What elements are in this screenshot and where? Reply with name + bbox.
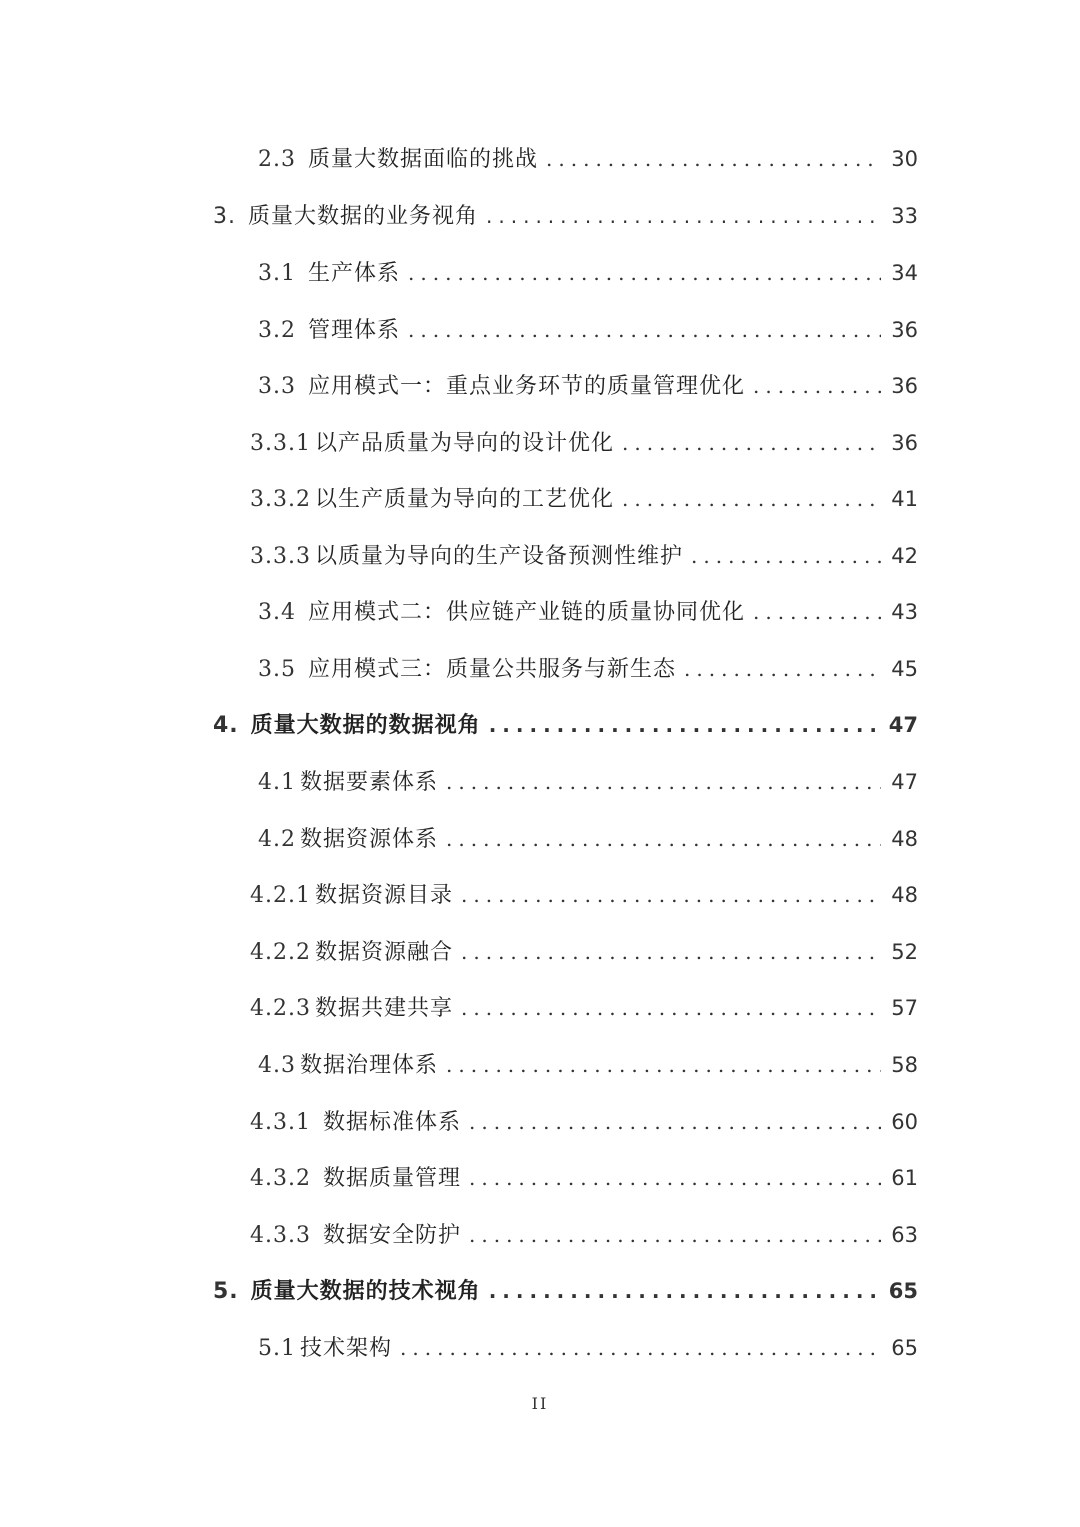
- toc-leader-dots: [546, 139, 881, 179]
- toc-entry-title: 质量大数据的数据视角: [250, 713, 481, 738]
- toc-entry-title: 应用模式三：质量公共服务与新生态: [308, 657, 677, 682]
- toc-entry-title: 质量大数据的技术视角: [250, 1279, 481, 1304]
- toc-entry[interactable]: [258, 1328, 918, 1368]
- toc-entry-number: 3.1: [258, 261, 296, 286]
- toc-leader-dots: [486, 196, 881, 236]
- toc-entry-title: 数据质量管理: [322, 1166, 461, 1191]
- toc-entry-number: 5.1: [258, 1336, 296, 1361]
- toc-entry-page: 34: [891, 261, 918, 285]
- toc-entry[interactable]: [258, 253, 918, 293]
- toc-entry-number: 4.3: [258, 1053, 296, 1078]
- toc-entry-page: 52: [891, 940, 918, 964]
- toc-entry-number: 5.: [213, 1279, 239, 1304]
- toc-entry[interactable]: [258, 649, 918, 689]
- toc-entry[interactable]: [258, 592, 918, 632]
- toc-entry[interactable]: [250, 875, 918, 915]
- toc-leader-dots: [446, 1045, 881, 1085]
- toc-leader-dots: [622, 423, 881, 463]
- toc-entry-number: 4.2.1: [250, 883, 311, 908]
- toc-leader-dots: [684, 649, 881, 689]
- toc-entry-number: 4.2.3: [250, 996, 311, 1021]
- toc-entry[interactable]: [258, 139, 918, 179]
- toc-entry-page: 47: [888, 713, 918, 737]
- toc-entry[interactable]: [258, 1045, 918, 1085]
- toc-entry-number: 4.2.2: [250, 940, 311, 965]
- toc-leader-dots: [469, 1102, 881, 1142]
- toc-entry-number: 3.3: [258, 374, 296, 399]
- toc-entry-number: 3.: [213, 204, 236, 229]
- toc-entry[interactable]: [213, 705, 918, 745]
- toc-entry[interactable]: [250, 1215, 918, 1255]
- toc-entry[interactable]: [258, 762, 918, 802]
- toc-entry-number: 3.3.2: [250, 487, 311, 512]
- toc-entry[interactable]: [250, 536, 918, 576]
- toc-entry-title: 以质量为导向的生产设备预测性维护: [314, 544, 683, 569]
- toc-leader-dots: [691, 536, 881, 576]
- toc-entry-page: 65: [891, 1336, 918, 1360]
- toc-entry-title: 管理体系: [308, 318, 401, 343]
- toc-entry[interactable]: [258, 310, 918, 350]
- toc-entry[interactable]: [213, 196, 918, 236]
- toc-entry-title: 生产体系: [308, 261, 401, 286]
- toc-leader-dots: [408, 253, 881, 293]
- toc-entry-number: 4.: [213, 713, 239, 738]
- toc-entry-title: 数据要素体系: [300, 770, 439, 795]
- toc-entry-number: 3.4: [258, 600, 296, 625]
- toc-leader-dots: [753, 366, 881, 406]
- toc-entry-page: 43: [891, 600, 918, 624]
- toc-entry-title: 应用模式二：供应链产业链的质量协同优化: [308, 600, 746, 625]
- toc-entry-page: 41: [891, 487, 918, 511]
- toc-entry-title: 数据共建共享: [314, 996, 453, 1021]
- toc-entry-page: 36: [891, 318, 918, 342]
- toc-leader-dots: [446, 762, 881, 802]
- toc-leader-dots: [461, 875, 881, 915]
- toc-leader-dots: [753, 592, 881, 632]
- toc-entry-title: 数据安全防护: [322, 1223, 461, 1248]
- toc-entry-number: 4.1: [258, 770, 296, 795]
- toc-entry-page: 65: [888, 1279, 918, 1303]
- page-number-footer: II: [531, 1394, 549, 1413]
- toc-entry-number: 4.2: [258, 827, 296, 852]
- toc-entry-number: 3.3.1: [250, 431, 311, 456]
- toc-leader-dots: [489, 705, 879, 745]
- toc-entry[interactable]: [250, 479, 918, 519]
- toc-entry-page: 36: [891, 431, 918, 455]
- toc-entry-title: 以生产质量为导向的工艺优化: [314, 487, 614, 512]
- toc-entry-page: 57: [891, 996, 918, 1020]
- toc-leader-dots: [408, 310, 881, 350]
- toc-entry-title: 数据资源融合: [314, 940, 453, 965]
- toc-entry[interactable]: [250, 1158, 918, 1198]
- toc-entry[interactable]: [258, 819, 918, 859]
- toc-entry-page: 60: [891, 1110, 918, 1134]
- toc-leader-dots: [469, 1215, 881, 1255]
- toc-entry[interactable]: [258, 366, 918, 406]
- toc-entry[interactable]: [250, 932, 918, 972]
- toc-entry-title: 数据标准体系: [322, 1110, 461, 1135]
- toc-leader-dots: [400, 1328, 881, 1368]
- toc-entry-number: 3.5: [258, 657, 296, 682]
- toc-leader-dots: [622, 479, 881, 519]
- toc-entry-page: 58: [891, 1053, 918, 1077]
- toc-entry-number: 3.3.3: [250, 544, 311, 569]
- toc-leader-dots: [461, 988, 881, 1028]
- toc-entry-number: 4.3.2: [250, 1166, 311, 1191]
- toc-entry-title: 以产品质量为导向的设计优化: [314, 431, 614, 456]
- toc-entry-number: 4.3.3: [250, 1223, 311, 1248]
- toc-entry-title: 应用模式一：重点业务环节的质量管理优化: [308, 374, 746, 399]
- toc-leader-dots: [461, 932, 881, 972]
- toc-entry-title: 技术架构: [300, 1336, 393, 1361]
- toc-entry-title: 质量大数据的业务视角: [248, 204, 479, 229]
- toc-entry-page: 42: [891, 544, 918, 568]
- toc-entry-page: 45: [891, 657, 918, 681]
- toc-entry-title: 数据治理体系: [300, 1053, 439, 1078]
- toc-entry-page: 48: [891, 883, 918, 907]
- toc-leader-dots: [489, 1271, 879, 1311]
- toc-leader-dots: [446, 819, 881, 859]
- toc-entry[interactable]: [213, 1271, 918, 1311]
- toc-entry-title: 质量大数据面临的挑战: [308, 147, 539, 172]
- toc-entry-page: 48: [891, 827, 918, 851]
- toc-entry[interactable]: [250, 988, 918, 1028]
- toc-entry-page: 36: [891, 374, 918, 398]
- toc-entry-number: 3.2: [258, 318, 296, 343]
- toc-entry-title: 数据资源体系: [300, 827, 439, 852]
- toc-leader-dots: [469, 1158, 881, 1198]
- toc-entry-page: 61: [891, 1166, 918, 1190]
- toc-entry-page: 30: [891, 147, 918, 171]
- toc-entry-page: 33: [891, 204, 918, 228]
- toc-entry[interactable]: [250, 423, 918, 463]
- toc-entry-title: 数据资源目录: [314, 883, 453, 908]
- toc-entry-page: 63: [891, 1223, 918, 1247]
- toc-entry[interactable]: [250, 1102, 918, 1142]
- toc-entry-number: 2.3: [258, 147, 296, 172]
- toc-entry-page: 47: [891, 770, 918, 794]
- toc-entry-number: 4.3.1: [250, 1110, 311, 1135]
